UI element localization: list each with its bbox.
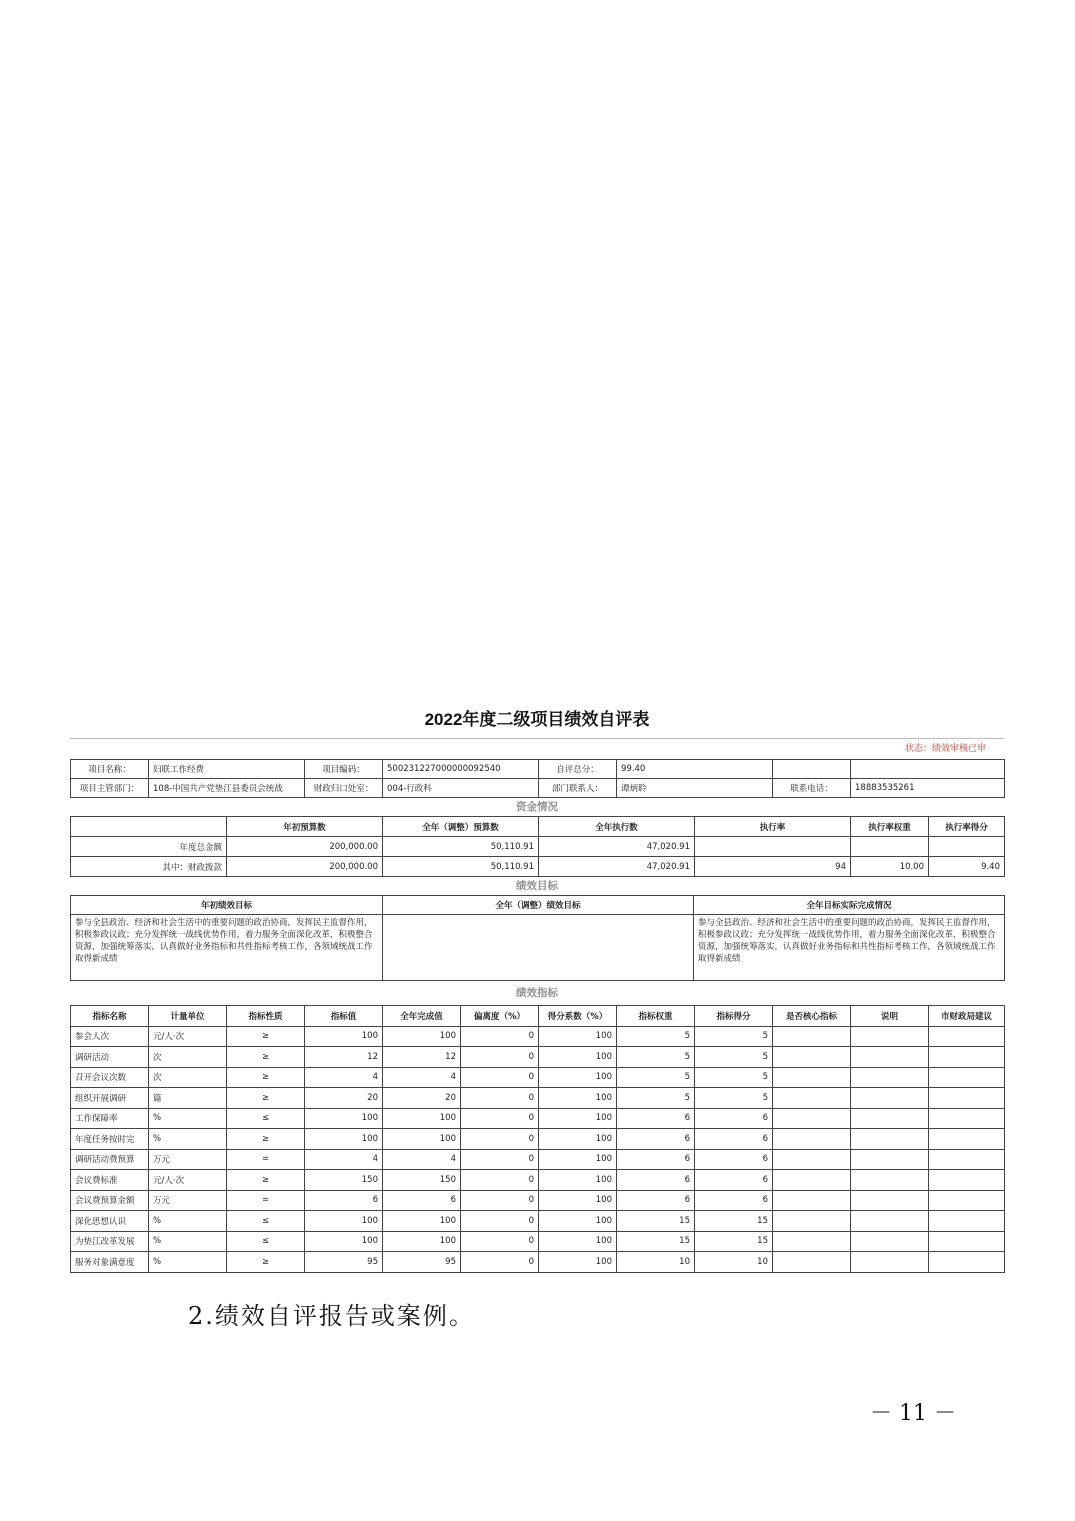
indicator-cell (929, 1252, 1005, 1273)
dept-label: 项目主管部门： (71, 779, 149, 798)
indicator-cell: 会议费标准 (71, 1170, 149, 1191)
indicator-cell: 6 (695, 1149, 773, 1170)
indicator-header-cell: 说明 (851, 1006, 929, 1027)
funds-cell: 9.40 (929, 857, 1005, 877)
indicator-cell: = (227, 1149, 305, 1170)
funds-cell: 200,000.00 (227, 857, 383, 877)
indicator-cell: 6 (695, 1170, 773, 1191)
self-score-value: 99.40 (617, 760, 773, 779)
indicator-cell: ≥ (227, 1047, 305, 1068)
funds-cell (929, 837, 1005, 857)
funds-cell: 47,020.91 (539, 837, 695, 857)
funds-cell: 其中：财政拨款 (71, 857, 227, 877)
indicator-cell: 6 (617, 1149, 695, 1170)
indicator-cell: 6 (695, 1190, 773, 1211)
funds-cell: 10.00 (851, 857, 929, 877)
indicator-cell: 0 (461, 1108, 539, 1129)
indicator-cell: 15 (695, 1211, 773, 1232)
indicator-cell: 100 (539, 1067, 617, 1088)
indicator-row (71, 1108, 1005, 1129)
indicator-row (71, 1026, 1005, 1047)
indicator-cell (851, 1190, 929, 1211)
indicator-cell (773, 1252, 851, 1273)
indicator-cell: 为垫江改革发展 (71, 1231, 149, 1252)
indicator-cell: 0 (461, 1190, 539, 1211)
indicator-cell: 万元 (149, 1149, 227, 1170)
indicator-cell: 100 (305, 1231, 383, 1252)
indicator-row (71, 1067, 1005, 1088)
indicator-cell: 100 (539, 1170, 617, 1191)
finance-office-label: 财政归口处室： (305, 779, 383, 798)
indicator-cell: 年度任务按时完 (71, 1129, 149, 1150)
indicator-cell: 100 (383, 1108, 461, 1129)
funds-cell (851, 837, 929, 857)
indicator-cell: 0 (461, 1067, 539, 1088)
section-title-indicators: 绩效指标 (516, 987, 558, 999)
indicator-cell: 10 (695, 1252, 773, 1273)
indicator-cell: = (227, 1190, 305, 1211)
indicator-cell: 6 (617, 1170, 695, 1191)
indicator-cell: 0 (461, 1231, 539, 1252)
indicator-cell: ≥ (227, 1170, 305, 1191)
funds-header-cell (71, 817, 227, 837)
indicator-cell: % (149, 1129, 227, 1150)
goals-header-adjusted: 全年（调整）绩效目标 (383, 896, 694, 915)
indicator-header-cell: 是否核心指标 (773, 1006, 851, 1027)
indicator-cell: 调研活动费预算 (71, 1149, 149, 1170)
indicator-cell: 150 (305, 1170, 383, 1191)
indicator-cell: 0 (461, 1129, 539, 1150)
indicator-cell (773, 1211, 851, 1232)
indicator-header-cell: 计量单位 (149, 1006, 227, 1027)
finance-office-value: 004-行政科 (383, 779, 539, 798)
indicators-header-row (71, 1006, 1005, 1027)
indicator-cell: ≥ (227, 1129, 305, 1150)
indicator-cell (773, 1067, 851, 1088)
indicator-cell: 0 (461, 1149, 539, 1170)
indicator-cell: 15 (617, 1231, 695, 1252)
indicator-cell: 15 (617, 1211, 695, 1232)
project-code-value: 500231227000000092540 (383, 760, 539, 779)
indicator-cell: 篇 (149, 1088, 227, 1109)
indicator-cell: 0 (461, 1252, 539, 1273)
indicator-cell (851, 1252, 929, 1273)
status-text: 状态：绩效审核已审 (904, 744, 986, 754)
indicator-cell (929, 1047, 1005, 1068)
indicator-cell: 20 (305, 1088, 383, 1109)
funds-cell: 50,110.91 (383, 857, 539, 877)
indicator-cell: 100 (383, 1026, 461, 1047)
funds-header-cell: 年初预算数 (227, 817, 383, 837)
indicator-cell: 服务对象满意度 (71, 1252, 149, 1273)
indicator-cell: ≥ (227, 1088, 305, 1109)
goal-actual-text: 参与全县政治、经济和社会生活中的重要问题的政治协商，发挥民主监督作用，积极参政议政；充分发挥统一战线优势作用，着力服务全面深化改革，积极整合资源，加强统筹落实，认真做好业务指标和共性指标考核工作，各领域统战工作取得新成绩 (698, 918, 996, 964)
contact-label: 部门联系人： (539, 779, 617, 798)
indicator-cell (851, 1088, 929, 1109)
funds-header-cell: 全年执行数 (539, 817, 695, 837)
indicator-cell: 100 (305, 1129, 383, 1150)
indicator-cell: 元/人·次 (149, 1026, 227, 1047)
indicator-cell: 4 (305, 1067, 383, 1088)
goal-initial-text: 参与全县政治、经济和社会生活中的重要问题的政治协商，发挥民主监督作用，积极参政议政；充分发挥统一战线优势作用，着力服务全面深化改革，积极整合资源，加强统筹落实，认真做好业务指标和共性指标考核工作，各领域统战工作取得新成绩 (75, 918, 373, 964)
funds-cell: 94 (695, 857, 851, 877)
funds-row (71, 857, 1005, 877)
indicator-cell: 20 (383, 1088, 461, 1109)
self-score-label: 自评总分： (539, 760, 617, 779)
phone-value: 18883535261 (851, 779, 1005, 798)
indicator-cell: ≤ (227, 1211, 305, 1232)
indicator-cell: 100 (539, 1047, 617, 1068)
indicator-cell: 12 (305, 1047, 383, 1068)
indicator-cell: 100 (539, 1211, 617, 1232)
indicator-header-cell: 市财政局建议 (929, 1006, 1005, 1027)
section-title-goals: 绩效目标 (516, 880, 558, 892)
funds-header-cell: 全年（调整）预算数 (383, 817, 539, 837)
indicator-header-cell: 指标得分 (695, 1006, 773, 1027)
indicator-cell: 4 (383, 1149, 461, 1170)
indicator-cell: 100 (383, 1231, 461, 1252)
indicator-row (71, 1047, 1005, 1068)
indicator-cell: % (149, 1211, 227, 1232)
funds-cell: 年度总金额 (71, 837, 227, 857)
indicator-cell (929, 1108, 1005, 1129)
page-title: 2022年度二级项目绩效自评表 (70, 700, 1004, 739)
indicator-row (71, 1190, 1005, 1211)
indicator-cell (773, 1190, 851, 1211)
indicator-cell: 95 (305, 1252, 383, 1273)
funds-header-cell: 执行率得分 (929, 817, 1005, 837)
indicator-cell (773, 1231, 851, 1252)
indicator-cell: 0 (461, 1211, 539, 1232)
indicator-cell: 5 (617, 1026, 695, 1047)
indicator-cell: 5 (695, 1026, 773, 1047)
indicator-cell: 6 (305, 1190, 383, 1211)
indicator-cell (929, 1190, 1005, 1211)
indicator-header-cell: 指标值 (305, 1006, 383, 1027)
indicator-header-cell: 指标名称 (71, 1006, 149, 1027)
phone-label: 联系电话： (773, 779, 851, 798)
indicator-cell (773, 1026, 851, 1047)
indicator-cell (851, 1026, 929, 1047)
contact-value: 谭炳聆 (617, 779, 773, 798)
funds-row (71, 837, 1005, 857)
indicator-cell: 0 (461, 1088, 539, 1109)
indicator-cell (851, 1170, 929, 1191)
indicator-cell: 150 (383, 1170, 461, 1191)
indicator-cell: 万元 (149, 1190, 227, 1211)
indicator-cell: 15 (695, 1231, 773, 1252)
indicator-cell: 100 (539, 1026, 617, 1047)
indicator-cell: 5 (617, 1088, 695, 1109)
indicator-cell (929, 1067, 1005, 1088)
indicator-cell: 调研活动 (71, 1047, 149, 1068)
indicator-row (71, 1231, 1005, 1252)
indicator-cell: 6 (695, 1129, 773, 1150)
indicator-cell: ≤ (227, 1231, 305, 1252)
indicator-cell (851, 1047, 929, 1068)
indicator-cell: 会议费预算金额 (71, 1190, 149, 1211)
indicator-cell: 4 (383, 1067, 461, 1088)
indicator-cell (773, 1149, 851, 1170)
indicator-cell: 5 (617, 1067, 695, 1088)
indicator-cell (851, 1067, 929, 1088)
indicator-row (71, 1170, 1005, 1191)
indicator-cell (851, 1231, 929, 1252)
indicator-row (71, 1211, 1005, 1232)
indicator-cell (929, 1231, 1005, 1252)
indicator-cell: 10 (617, 1252, 695, 1273)
indicator-cell: 100 (539, 1252, 617, 1273)
indicator-cell: 6 (617, 1129, 695, 1150)
evaluation-sheet (70, 700, 1004, 1273)
indicator-cell (773, 1047, 851, 1068)
indicator-cell: 深化思想认识 (71, 1211, 149, 1232)
indicator-cell: 100 (539, 1108, 617, 1129)
indicator-cell: 100 (539, 1088, 617, 1109)
project-info-table (70, 759, 1005, 798)
indicator-cell (773, 1108, 851, 1129)
indicator-cell: 100 (305, 1108, 383, 1129)
indicator-cell: 0 (461, 1026, 539, 1047)
indicator-cell: 5 (695, 1088, 773, 1109)
indicator-cell: 12 (383, 1047, 461, 1068)
funds-header-cell: 执行率权重 (851, 817, 929, 837)
funds-header-cell: 执行率 (695, 817, 851, 837)
indicator-cell (773, 1129, 851, 1150)
indicator-row (71, 1252, 1005, 1273)
indicator-header-cell: 偏离度（%） (461, 1006, 539, 1027)
indicator-cell: 6 (695, 1108, 773, 1129)
indicator-cell: 95 (383, 1252, 461, 1273)
indicator-cell: 组织开展调研 (71, 1088, 149, 1109)
funds-cell: 50,110.91 (383, 837, 539, 857)
indicator-cell: 工作保障率 (71, 1108, 149, 1129)
indicator-cell: 0 (461, 1170, 539, 1191)
indicator-cell: 100 (305, 1026, 383, 1047)
indicator-cell: 100 (539, 1149, 617, 1170)
goal-adjusted-text (387, 915, 689, 919)
indicators-table (70, 1005, 1005, 1273)
indicator-cell (929, 1170, 1005, 1191)
report-heading: 2.绩效自评报告或案例。 (188, 1302, 475, 1330)
dept-value: 108-中国共产党垫江县委员会统战 (149, 779, 305, 798)
indicator-header-cell: 指标权重 (617, 1006, 695, 1027)
indicator-cell (773, 1088, 851, 1109)
indicator-cell: 5 (695, 1067, 773, 1088)
indicator-cell (851, 1108, 929, 1129)
indicator-cell: 元/人·次 (149, 1170, 227, 1191)
indicator-cell: 次 (149, 1047, 227, 1068)
indicator-cell: 100 (539, 1231, 617, 1252)
indicator-cell: ≥ (227, 1026, 305, 1047)
funds-table (70, 816, 1005, 877)
indicator-header-cell: 全年完成值 (383, 1006, 461, 1027)
indicator-cell: 0 (461, 1047, 539, 1068)
indicator-cell (851, 1129, 929, 1150)
indicator-cell: ≥ (227, 1067, 305, 1088)
project-code-label: 项目编码： (305, 760, 383, 779)
indicator-cell: 100 (539, 1190, 617, 1211)
indicator-cell: % (149, 1231, 227, 1252)
goals-header-actual: 全年目标实际完成情况 (694, 896, 1005, 915)
indicator-cell: 5 (617, 1047, 695, 1068)
indicator-cell: 参会人次 (71, 1026, 149, 1047)
indicator-cell: 召开会议次数 (71, 1067, 149, 1088)
indicator-header-cell: 指标性质 (227, 1006, 305, 1027)
indicator-cell (851, 1211, 929, 1232)
indicator-cell (929, 1026, 1005, 1047)
indicator-cell: ≥ (227, 1252, 305, 1273)
funds-cell (695, 837, 851, 857)
indicator-cell: 6 (617, 1108, 695, 1129)
funds-cell: 47,020.91 (539, 857, 695, 877)
indicator-cell: 4 (305, 1149, 383, 1170)
indicator-cell: % (149, 1252, 227, 1273)
indicator-cell: 100 (305, 1211, 383, 1232)
goals-table (70, 895, 1005, 981)
indicator-cell: 6 (383, 1190, 461, 1211)
indicator-header-cell: 得分系数（%） (539, 1006, 617, 1027)
indicator-cell: 100 (383, 1211, 461, 1232)
indicator-cell (773, 1170, 851, 1191)
indicator-cell: 5 (695, 1047, 773, 1068)
indicator-cell (929, 1211, 1005, 1232)
indicator-cell: ≤ (227, 1108, 305, 1129)
indicator-cell (929, 1088, 1005, 1109)
page-number: － 11 － (870, 1401, 956, 1426)
section-title-funds: 资金情况 (516, 801, 558, 813)
indicator-cell (929, 1129, 1005, 1150)
indicator-cell (851, 1149, 929, 1170)
goals-header-initial: 年初绩效目标 (71, 896, 383, 915)
indicator-row (71, 1129, 1005, 1150)
indicator-cell: 6 (617, 1190, 695, 1211)
indicator-cell: 次 (149, 1067, 227, 1088)
project-name-label: 项目名称： (71, 760, 149, 779)
indicator-cell: % (149, 1108, 227, 1129)
indicator-cell (929, 1149, 1005, 1170)
indicator-cell: 100 (383, 1129, 461, 1150)
indicator-row (71, 1149, 1005, 1170)
indicator-row (71, 1088, 1005, 1109)
funds-cell: 200,000.00 (227, 837, 383, 857)
indicator-cell: 100 (539, 1129, 617, 1150)
project-name-value: 妇联工作经费 (149, 760, 305, 779)
